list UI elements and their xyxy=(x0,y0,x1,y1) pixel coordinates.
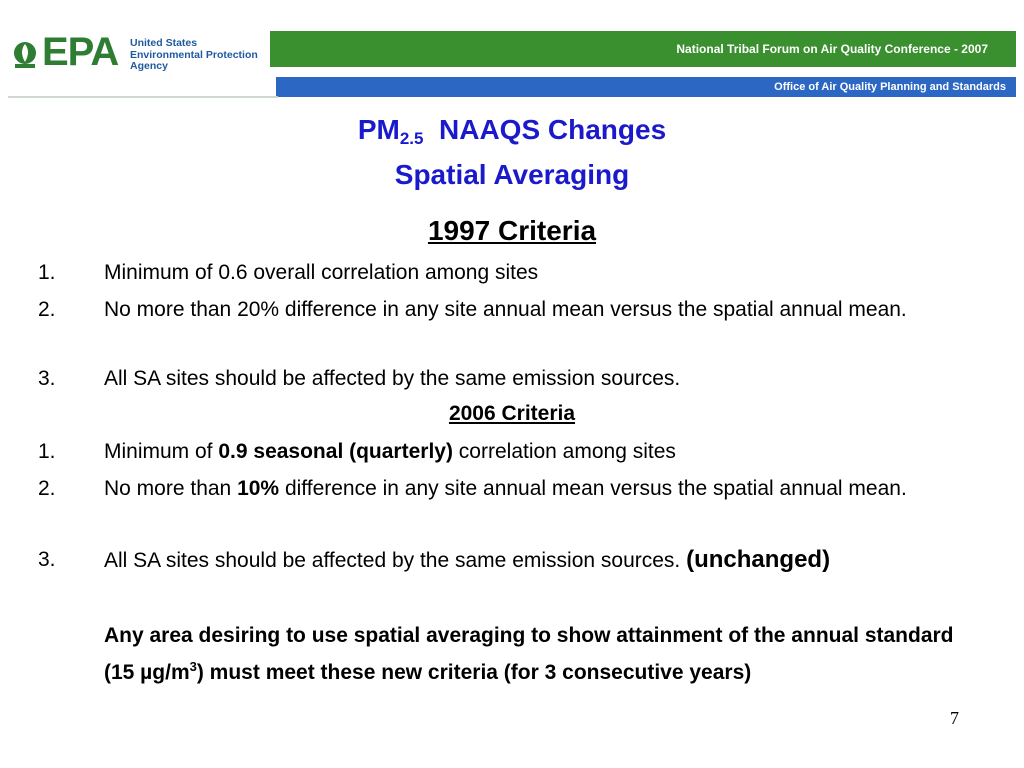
list-text xyxy=(104,437,954,467)
note-text: ) must meet these new criteria (for 3 consecutive years) xyxy=(196,661,752,684)
list-number: 1. xyxy=(38,261,56,284)
bold-segment: 10% xyxy=(237,477,280,500)
list-number: 2. xyxy=(38,298,56,321)
page-number: 7 xyxy=(950,708,959,728)
title-pm: PM xyxy=(357,114,400,145)
list-text: Minimum of 0.6 overall correlation among sites xyxy=(104,261,539,284)
list-number: 3. xyxy=(38,367,56,390)
header-divider xyxy=(8,96,278,98)
list-text: No more than 20% difference in any site annual mean versus the spatial annual mean. xyxy=(104,298,907,321)
epa-flower-icon xyxy=(12,40,38,70)
list-number: 1. xyxy=(38,440,56,463)
conference-banner xyxy=(270,31,1016,67)
note-superscript: 3 xyxy=(189,659,197,674)
text-segment: difference in any site annual mean versus the spatial annual mean. xyxy=(279,477,907,500)
attainment-note xyxy=(104,620,964,688)
list-text xyxy=(104,545,954,576)
agency-name-line: United States xyxy=(130,37,198,49)
bold-segment: 0.9 seasonal (quarterly) xyxy=(218,440,453,463)
list-text: All SA sites should be affected by the same emission sources. xyxy=(104,367,681,390)
unchanged-label: (unchanged) xyxy=(686,546,831,573)
note-text: Any area desiring to use spatial averaging to show attainment of the annual standard (15 µg/m xyxy=(104,624,954,684)
conference-title: National Tribal Forum on Air Quality Conference - 2007 xyxy=(676,42,988,56)
agency-name-line: Environmental Protection xyxy=(130,48,258,61)
office-name: Office of Air Quality Planning and Standards xyxy=(774,81,1006,93)
text-segment: correlation among sites xyxy=(452,440,676,463)
text-segment: All SA sites should be affected by the same emission sources. xyxy=(104,549,687,572)
criteria-1997-heading: 1997 Criteria xyxy=(427,215,597,246)
criteria-2006-heading: 2006 Criteria xyxy=(448,402,576,425)
title-line-2: Spatial Averaging xyxy=(394,159,630,190)
list-text xyxy=(104,474,954,504)
epa-logo-text: EPA xyxy=(42,30,119,74)
text-segment: Minimum of xyxy=(104,440,219,463)
list-number: 2. xyxy=(38,477,56,500)
office-banner xyxy=(276,77,1016,97)
slide-header xyxy=(0,0,1024,100)
text-segment: No more than xyxy=(104,477,238,500)
title-subscript: 2.5 xyxy=(399,129,424,148)
agency-name xyxy=(130,38,258,73)
list-number: 3. xyxy=(38,548,56,571)
title-rest: NAAQS Changes xyxy=(439,114,667,145)
title-line-1 xyxy=(0,112,1024,157)
slide-title xyxy=(0,112,1024,193)
agency-name-line: Agency xyxy=(130,60,168,72)
